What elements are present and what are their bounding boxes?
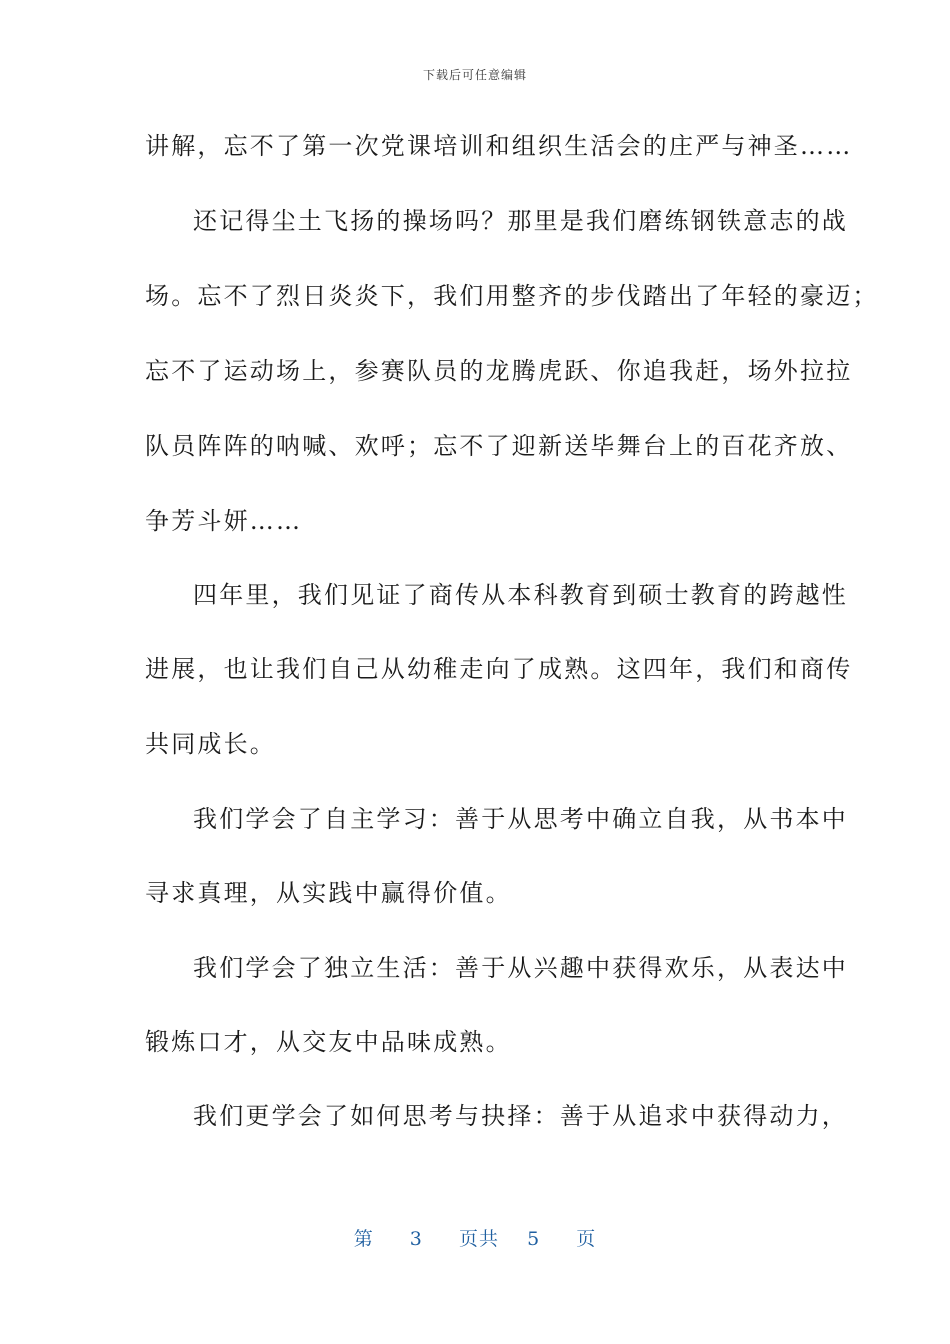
page-label-prefix: 第 [353,1228,374,1250]
text-line: 寻求真理，从实践中赢得价值。 [145,879,512,907]
text-line: 锻炼口才，从交友中品味成熟。 [145,1028,512,1056]
total-pages-number: 5 [527,1228,541,1250]
text-line: 四年里，我们见证了商传从本科教育到硕士教育的跨越性 [193,581,848,609]
page-header: 下载后可任意编辑 [422,68,527,82]
page-label-mid: 页共 [458,1228,499,1250]
text-line: 我们学会了独立生活：善于从兴趣中获得欢乐，从表达中 [193,954,848,982]
page-footer [0,1224,950,1251]
text-line: 我们更学会了如何思考与抉择：善于从追求中获得动力， [193,1102,848,1130]
text-line: 共同成长。 [145,730,276,758]
text-line: 还记得尘土飞扬的操场吗？那里是我们磨练钢铁意志的战 [193,207,848,235]
current-page-number: 3 [409,1228,423,1250]
text-line: 讲解，忘不了第一次党课培训和组织生活会的庄严与神圣…… [145,132,853,160]
text-line: 我们学会了自主学习：善于从思考中确立自我，从书本中 [193,805,848,833]
text-line: 队员阵阵的呐喊、欢呼；忘不了迎新送毕舞台上的百花齐放、 [145,432,853,460]
text-line: 场。忘不了烈日炎炎下，我们用整齐的步伐踏出了年轻的豪迈； [145,282,879,310]
text-line: 进展，也让我们自己从幼稚走向了成熟。这四年，我们和商传 [145,655,853,683]
text-line: 争芳斗妍…… [145,507,303,535]
text-line: 忘不了运动场上，参赛队员的龙腾虎跃、你追我赶，场外拉拉 [145,357,853,385]
page-label-suffix: 页 [576,1228,597,1250]
